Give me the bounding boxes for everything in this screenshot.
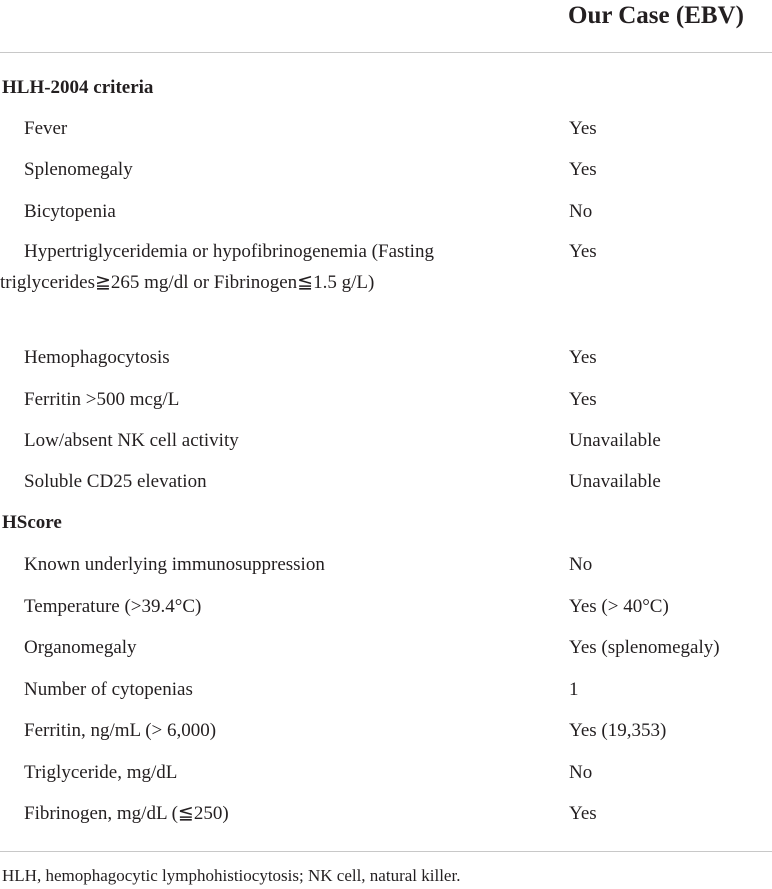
row-label: Number of cytopenias	[24, 679, 193, 700]
row-label: Temperature (>39.4°C)	[24, 596, 202, 617]
row-value: Unavailable	[569, 430, 661, 451]
row-value: Yes	[569, 389, 597, 410]
row-label: Ferritin, ng/mL (> 6,000)	[24, 720, 217, 741]
row-value: No	[569, 201, 593, 222]
row-label: Fever	[24, 118, 68, 139]
row-label: Low/absent NK cell activity	[24, 430, 239, 451]
section-title-hlh-2004: HLH-2004 criteria	[2, 77, 154, 98]
row-value: 1	[569, 679, 579, 700]
row-label: Splenomegaly	[24, 159, 133, 180]
row-value: Yes (19,353)	[569, 720, 667, 741]
row-label: Soluble CD25 elevation	[24, 471, 207, 492]
row-value: Yes	[569, 241, 597, 262]
row-value: Yes	[569, 159, 597, 180]
row-value: Yes	[569, 347, 597, 368]
row-label: Hemophagocytosis	[24, 347, 170, 368]
row-value: Yes	[569, 803, 597, 824]
table-footnote: HLH, hemophagocytic lymphohistiocytosis; NK cell, natural killer.	[2, 866, 461, 885]
row-value: Yes (splenomegaly)	[569, 637, 720, 658]
row-label: Organomegaly	[24, 637, 137, 658]
section-title-hscore: HScore	[2, 512, 62, 533]
row-value: Yes	[569, 118, 597, 139]
row-value: Unavailable	[569, 471, 661, 492]
row-label: Triglyceride, mg/dL	[24, 762, 178, 783]
column-header: Our Case (EBV)	[568, 2, 744, 29]
footer-divider	[0, 851, 772, 852]
row-value: No	[569, 554, 593, 575]
row-label: Ferritin >500 mcg/L	[24, 389, 180, 410]
header-divider	[0, 52, 772, 53]
row-label: Known underlying immunosuppression	[24, 554, 325, 575]
row-value: Yes (> 40°C)	[569, 596, 669, 617]
row-value: No	[569, 762, 593, 783]
row-label: Bicytopenia	[24, 201, 116, 222]
row-label: Fibrinogen, mg/dL (≦250)	[24, 803, 229, 824]
row-label: Hypertriglyceridemia or hypofibrinogenemia (Fasting triglycerides≧265 mg/dl or Fibrinogen≦1.5 g/L)	[0, 241, 434, 293]
